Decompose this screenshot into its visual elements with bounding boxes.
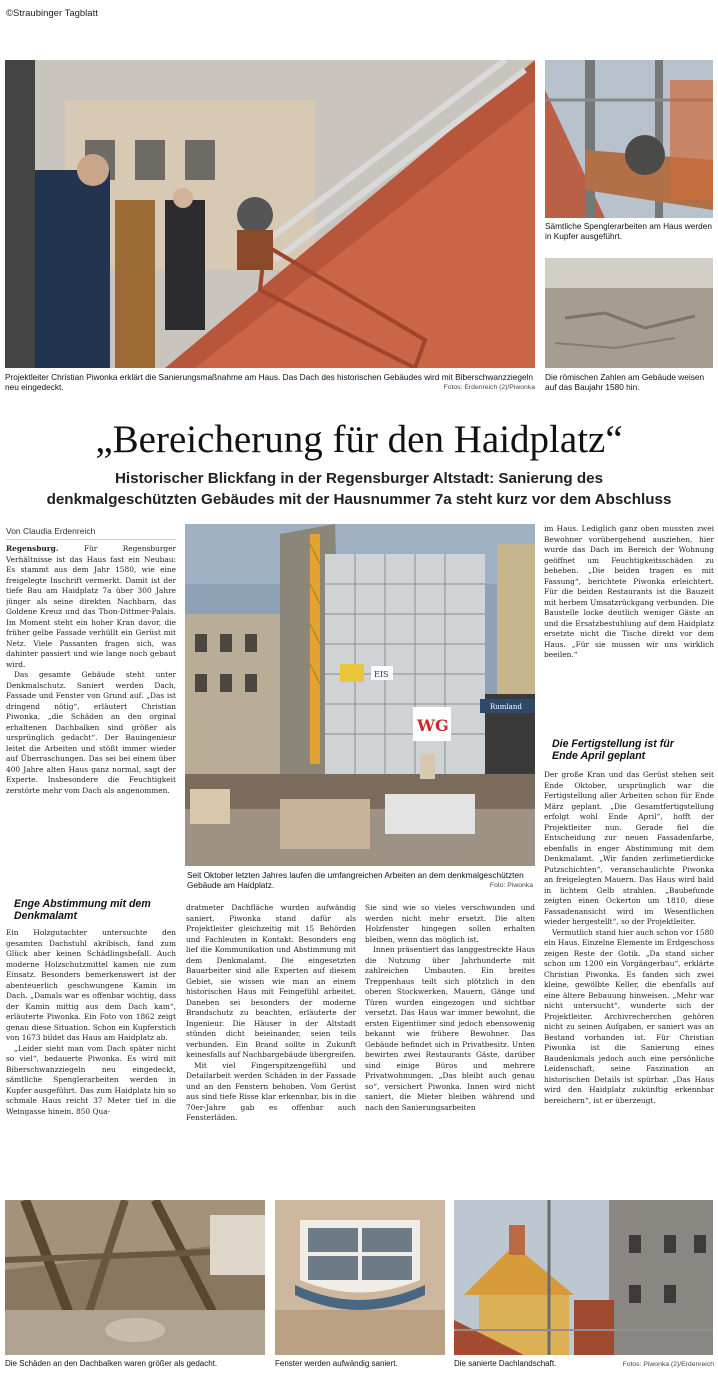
article-paragraph: im Haus. Lediglich ganz oben mussten zwei Bewohner vorübergehend ausziehen, hier wurde das Dach im Bereich der Wohnung geöffnet um Feuchtigkeitsschäden zu beheben. „Die beiden tragen es mit Fassung“, berichtete Piwonka erleichtert. Für die beiden Restaurants ist die Bauzeit mit herbem Umsatzrückgang verbunden. Die Baustelle locke deutlich weniger Gäste an und die Ersatzbestuhlung auf dem Haidplatz ersetzte nicht die Tische direkt vor dem Haus. „Für sie mussen wir uns wirklich beeilen.“ xyxy=(544,524,714,659)
subheadline-line-1: Historischer Blickfang in der Regensburger Altstadt: Sanierung des xyxy=(114,470,604,487)
article-paragraph: Mit viel Fingerspitzengefühl und Detailarbeit werden Schäden in der Fassade und an den Fenstern behoben. Vom Gerüst aus sind tiefe Risse klar erkennbar, bis in die 70er-Jahre gab es offenbar auch Fensterläden. xyxy=(186,1060,356,1122)
sign-wg: WG xyxy=(417,716,449,735)
article-paragraph: Das gesamte Gebäude steht unter Denkmalschutz. Saniert werden Dach, Fassade und Fenster von Grund auf. „Das ist dringend nötig“, erläutert Christian Piwonka, „die Schäden an den orginal erhaltenen Dachbalken sind größer als ursprünglich gedacht“. Der Bauingenieur leitet die Arbeiten und stößt immer wieder auf Überraschungen. Das sei bei einem über 400 Jahre alten Haus ganz normal, sagt der Experte. Insbesondere die Feuchtigkeit zerstörte mehr vom Dach als angenommen. xyxy=(6,670,176,795)
article-column-1-top xyxy=(6,544,176,886)
paragraph-text: Für Regensburger Verhältnisse ist das Haus fast ein Neubau: Es stammt aus dem Jahr 1580, wie eine freigelegte Inschrift vermerkt. Damit ist der tiefe Bau am Haidplatz 7a über 300 Jahre jünger als seine direkten Nachbarn, das Goldene Kreuz und das Thon-Dittmer-Palais. Im Moment steht ein hoher Kran davor, die früher gelbe Fassade verhüllt ein Gerüst mit Netz. Viele Passanten fragen sich, was dahinter passiert und wie lange noch gebaut wird. xyxy=(6,544,176,669)
sign-rumland: Rumland xyxy=(490,703,522,711)
subheadline-line-2: denkmalgeschützten Gebäudes mit der Hausnummer 7a steht kurz vor dem Abschluss xyxy=(46,491,672,508)
byline-rule xyxy=(6,539,176,540)
photo-scaffolding xyxy=(185,524,535,866)
article-paragraph: Ein Holzgutachter untersuchte den gesamten Dachstuhl akribisch, fand zum Glück aber keinen Schädlingsbefall. Auch moderne Holzschutzmittel kamen nie zum Einsatz. Besonders bemerkenswert ist der abenteuerlich geschwungene Kamin im Dach. „Damals war es offenbar wichtig, dass der Kamin mittig aus dem Dach kam“, erläuterte Piwonka. Ein Foto von 1862 zeigt genau diese Situation. Schon ein Kupferstich von 1673 bildet das Haus am Haidplatz ab. xyxy=(6,928,176,1042)
byline: Von Claudia Erdenreich xyxy=(6,526,96,536)
article-column-4-top xyxy=(544,524,714,729)
article-paragraph: dratmeter Dachfläche wurden aufwändig saniert. Piwonka stand dafür als Projektleiter gleichzeitig mit 15 Behörden und Fachleuten in Kontakt. Besonders eng lief die Kommunikation und Abstimmung mit dem Denkmalamt. Die eingesetzten Bauarbeiter sind alle Experten auf diesem Gebiet, sie wissen wie man an einem historischen Haus mit Feingefühl arbeitet. Daneben sei besonders der moderne Brandschutz zu beachten, erläuterte der Ingenieur. Die Häuser in der Altstadt stünden dicht beieinander, seien teils verbunden. Ein Brand sollte in Zukunft keinesfalls auf Nachbargebäude übergreifen. xyxy=(186,903,356,1059)
subheadline xyxy=(0,468,718,510)
caption-roofscape-text: Die sanierte Dachlandschaft. xyxy=(454,1359,557,1368)
photo-credit-middle: Foto: Piwonka xyxy=(489,882,533,889)
headline: „Bereicherung für den Haidplatz“ xyxy=(95,418,623,461)
photo-roof-main xyxy=(5,60,535,368)
article-paragraph: Innen präsentiert das langgestreckte Haus die Nutzung über Jahrhunderte mit zahlreichen Umbauten. Ein breites Treppenhaus teilt sich plötzlich in den oberen Stockwerken, Mauern, Gänge und Türen wurden eingezogen und sichtbar versetzt. Das Haus war immer bewohnt, die ersten Eigentümer sind jedoch ebensowenig bekannt wie frühere Bewohner. Das Gebäude befindet sich in Privatbesitz. Unten bewirten zwei Restaurants Gäste, darüber sind einige Büros und mehrere Privatwohnungen. „Das bleibt auch genau so“, versichert Piwonka. Innen wird nicht saniert, die Mieter bleiben während und nach den Sanierungsarbeiten xyxy=(365,945,535,1112)
caption-copper: Sämtliche Spenglerarbeiten am Haus werden in Kupfer ausgeführt. xyxy=(545,221,712,242)
article-paragraph: „Leider sieht man vom Dach später nicht so viel“, bedauerte Piwonka. Es wird mit Biberschwanzziegeln neu eingedeckt, sämtliche Spenglerarbeiten werden in Kupfer ausgeführt. Das zum Haidplatz hin so schmale Haus reicht 37 Meter tief in die Weingasse hinein. 850 Qua- xyxy=(6,1043,176,1116)
caption-beams: Die Schäden an den Dachbalken waren größer als gedacht. xyxy=(5,1359,218,1368)
article-paragraph xyxy=(6,544,176,670)
photo-roofscape xyxy=(454,1200,713,1355)
caption-window: Fenster werden aufwändig saniert. xyxy=(275,1359,398,1368)
article-column-4-bottom xyxy=(544,770,714,1196)
photo-roman-numerals xyxy=(545,258,713,368)
caption-main-photo-text: Projektleiter Christian Piwonka erklärt die Sanierungsmaßnahme am Haus. Das Dach des historischen Gebäudes wird mit Biberschwanzziegeln neu eingedeckt. xyxy=(5,372,534,393)
photo-credit-bottom: Fotos: Piwonka (2)/Erdenreich xyxy=(622,1361,714,1368)
photo-roof-beams xyxy=(5,1200,265,1355)
article-paragraph: Der große Kran und das Gerüst stehen seit Ende Oktober, ursprünglich war die Fertigstellung aller Arbeiten schon für Ende März geplant. „Die Gesamtfertigstellung erfolgt wohl Ende April“, hofft der Projektleiter nun. Gerade fiel die Entscheidung zur neuen Fassadenfarbe, ebenfalls in enger Abstimmung mit dem Denkmalamt. „Wir fanden zerlimetierdicke Putzschichten“, veranschaulichte Piwonka an freigelegten Mauern. Das Haus wird bald in lichtem Gelb strahlen. „Baubefunde zeigten einen Ockerton um 1810, diese Fassadenansicht wird im Wesentlichen wieder hergestellt“, so der Projektleiter. xyxy=(544,770,714,926)
article-paragraph: Sie sind wie so vieles verschwunden und werden nicht mehr ersetzt. Die alten Holzfenster hingegen sollen erhalten bleiben, wenn das möglich ist. xyxy=(365,903,535,944)
sign-eis: EIS xyxy=(374,670,389,679)
article-column-3 xyxy=(365,903,535,1198)
article-column-2 xyxy=(186,903,356,1198)
caption-roofscape xyxy=(454,1359,716,1369)
subhead-fertigstellung: Die Fertigstellung ist für Ende April geplant xyxy=(552,738,674,762)
caption-main-photo xyxy=(5,372,535,392)
copyright-notice: ©Straubinger Tagblatt xyxy=(6,8,98,19)
caption-scaffolding xyxy=(187,870,535,890)
subhead-denkmalamt: Enge Abstimmung mit dem Denkmalamt xyxy=(14,898,151,922)
photo-credit-main: Fotos: Erdenreich (2)/Piwonka xyxy=(443,384,535,391)
photo-window xyxy=(275,1200,445,1355)
article-column-1-bottom xyxy=(6,928,176,1196)
dateline: Regensburg. xyxy=(6,544,59,553)
article-paragraph: Vermutlich stand hier auch schon vor 1580 ein Haus. Einzelne Elemente im Erdgeschoss zeigen Reste der Gotik. „Da stand sicher schon um 1200 ein Vorgängerbau“, erklärte Christian Piwonka. Es fanden sich zwei kleine, gewölbte Keller, die ebenfalls auf eine ältere Bebauung hinweisen. „Mehr war nicht untersucht“, wunderte sich der Projektleiter. Archivrecherchen gehören nicht zu seinen Aufgaben, er saniert was an Bestand vorhanden ist. Für Christian Piwonka ist die Sanierung eines Baudenkmals jedoch auch eine persönliche Leidenschaft, seine Faszination an historischen Details ist spürbar. „Das Haus wird den Haidplatz zukünftig erkennbar bereichern“, ist er überzeugt. xyxy=(544,927,714,1105)
caption-scaffolding-text: Seit Oktober letzten Jahres laufen die umfangreichen Arbeiten an dem denkmalgeschützten Gebäude am Haidplatz. xyxy=(187,870,524,891)
photo-copper-work xyxy=(545,60,713,218)
caption-roman: Die römischen Zahlen am Gebäude weisen auf das Baujahr 1580 hin. xyxy=(545,372,705,393)
